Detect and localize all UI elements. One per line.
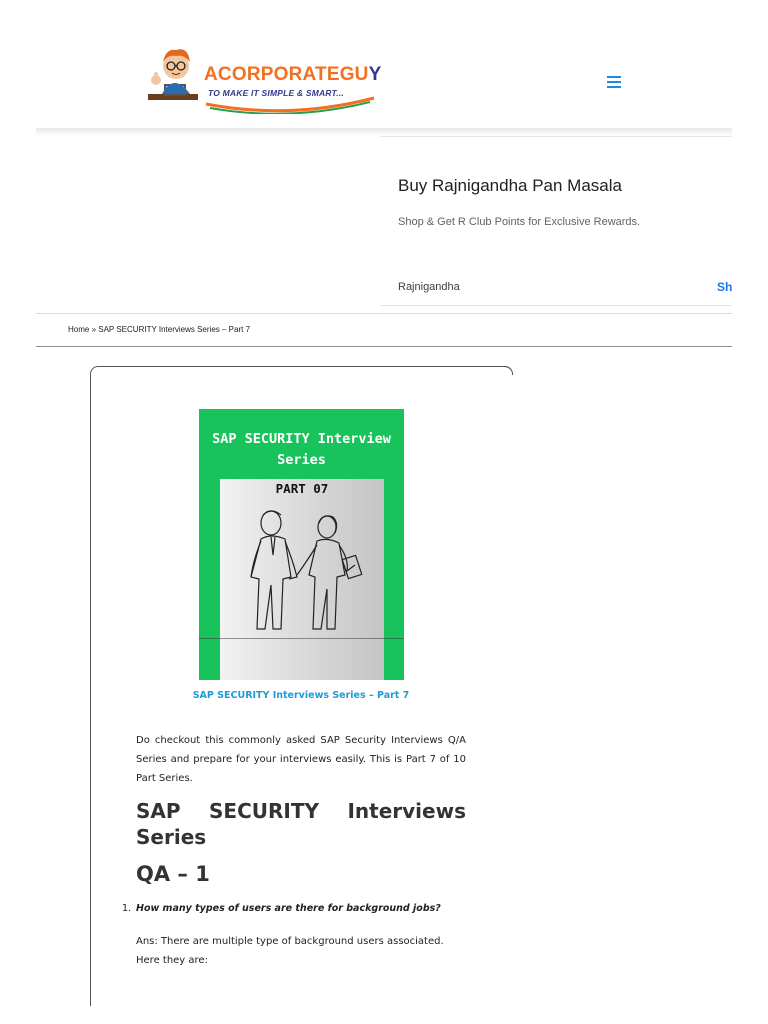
heading-word: SAP	[136, 799, 181, 823]
header-divider	[36, 128, 732, 136]
article-heading	[136, 798, 466, 850]
hero-title: SAP SECURITY Interview Series	[212, 431, 391, 468]
question-number: 1.	[122, 903, 132, 914]
divider	[36, 313, 732, 314]
divider	[36, 346, 732, 347]
breadcrumb	[68, 325, 250, 334]
ad-bottom-divider	[380, 305, 732, 306]
hamburger-menu-icon[interactable]	[607, 76, 621, 88]
ad-shop-button[interactable]: Sh	[717, 280, 733, 294]
logo-wordmark-rest: CORPORATEGU	[217, 64, 369, 85]
ad-title[interactable]: Buy Rajnigandha Pan Masala	[398, 176, 622, 195]
logo-swoosh-icon	[204, 94, 376, 114]
breadcrumb-current: SAP SECURITY Interviews Series – Part 7	[98, 325, 251, 334]
business-people-illustration-icon	[199, 505, 404, 639]
site-logo[interactable]	[144, 42, 382, 118]
image-caption[interactable]: SAP SECURITY Interviews Series – Part 7	[192, 690, 410, 701]
mascot-icon	[144, 42, 206, 118]
ad-brand: Rajnigandha	[398, 281, 460, 293]
hero-part-label: PART 07	[275, 481, 329, 496]
logo-wordmark	[204, 64, 381, 86]
question-list-item	[122, 903, 441, 914]
site-header	[0, 0, 768, 130]
answer-line: Here they are:	[136, 955, 208, 966]
heading-line-2: Series	[136, 825, 207, 849]
article-intro: Do checkout this commonly asked SAP Security Interviews Q/A Series and prepare for your interviews easily. This is Part 7 of 10 Part Series.	[136, 735, 466, 784]
ad-banner[interactable]	[380, 136, 732, 308]
breadcrumb-separator: »	[89, 325, 99, 334]
answer-line: Ans: There are multiple type of background users associated.	[136, 936, 444, 947]
logo-letter-y: Y	[368, 64, 382, 85]
heading-word: SECURITY	[209, 799, 319, 823]
logo-letter-a: A	[204, 64, 218, 85]
heading-word: Interviews	[347, 799, 466, 823]
article-hero-image	[199, 409, 404, 680]
ad-subtitle: Shop & Get R Club Points for Exclusive Rewards.	[398, 216, 641, 228]
breadcrumb-home-link[interactable]: Home	[68, 325, 90, 334]
logo-tagline: TO MAKE IT SIMPLE & SMART...	[208, 88, 344, 98]
question-text: How many types of users are there for background jobs?	[136, 903, 441, 914]
article-subheading: QA – 1	[136, 862, 210, 886]
answer-text	[136, 932, 466, 970]
ad-top-divider	[380, 136, 732, 137]
